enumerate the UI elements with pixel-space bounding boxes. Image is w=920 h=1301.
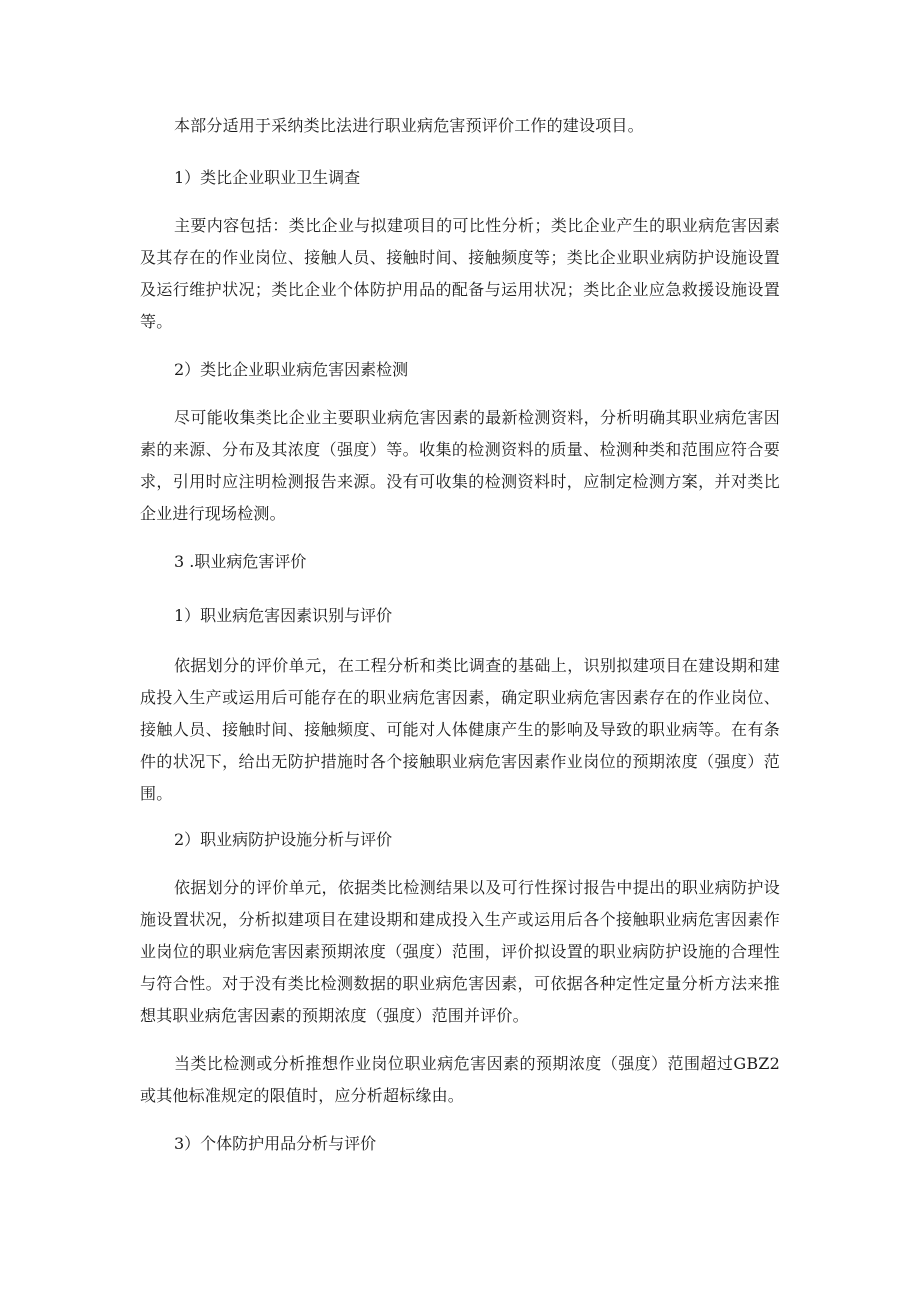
hazard-identification-paragraph: 依据划分的评价单元，在工程分析和类比调查的基础上，识别拟建项目在建设期和建成投入生产或运用后可能存在的职业病危害因素，确定职业病危害因素存在的作业岗位、接触人员、接触时间、接触频度、可能对人体健康产生的影响及导致的职业病等。在有条件的状况下，给出无防护措施时各个接触职业病危害因素作业岗位的预期浓度（强度）范围。 bbox=[140, 656, 780, 803]
section-heading-analog-survey: 1）类比企业职业卫生调查 bbox=[174, 168, 361, 187]
intro-paragraph: 本部分适用于采纳类比法进行职业病危害预评价工作的建设项目。 bbox=[174, 116, 644, 135]
analog-detection-paragraph: 尽可能收集类比企业主要职业病危害因素的最新检测资料，分析明确其职业病危害因素的来源、分布及其浓度（强度）等。收集的检测资料的质量、检测种类和范围应符合要求，引用时应注明检测报告来源。没有可收集的检测资料时，应制定检测方案，并对类比企业进行现场检测。 bbox=[140, 408, 780, 523]
section-heading-personal-protection: 3）个体防护用品分析与评价 bbox=[174, 1134, 377, 1153]
analog-survey-paragraph: 主要内容包括：类比企业与拟建项目的可比性分析；类比企业产生的职业病危害因素及其存在的作业岗位、接触人员、接触时间、接触频度等；类比企业职业病防护设施设置及运行维护状况；类比企业个体防护用品的配备与运用状况；类比企业应急救援设施设置等。 bbox=[140, 216, 780, 331]
exceedance-paragraph: 当类比检测或分析推想作业岗位职业病危害因素的预期浓度（强度）范围超过GBZ2或其他标准规定的限值时，应分析超标缘由。 bbox=[140, 1054, 780, 1105]
section-heading-analog-detection: 2）类比企业职业病危害因素检测 bbox=[174, 360, 409, 379]
protection-facilities-paragraph: 依据划分的评价单元，依据类比检测结果以及可行性探讨报告中提出的职业病防护设施设置状况，分析拟建项目在建设期和建成投入生产或运用后各个接触职业病危害因素作业岗位的职业病危害因素预期浓度（强度）范围，评价拟设置的职业病防护设施的合理性与符合性。对于没有类比检测数据的职业病危害因素，可依据各种定性定量分析方法来推想其职业病危害因素的预期浓度（强度）范围并评价。 bbox=[140, 878, 780, 1025]
section-heading-hazard-evaluation: 3 .职业病危害评价 bbox=[174, 552, 307, 571]
section-heading-hazard-identification: 1）职业病危害因素识别与评价 bbox=[174, 606, 393, 625]
section-heading-protection-facilities: 2）职业病防护设施分析与评价 bbox=[174, 830, 393, 849]
